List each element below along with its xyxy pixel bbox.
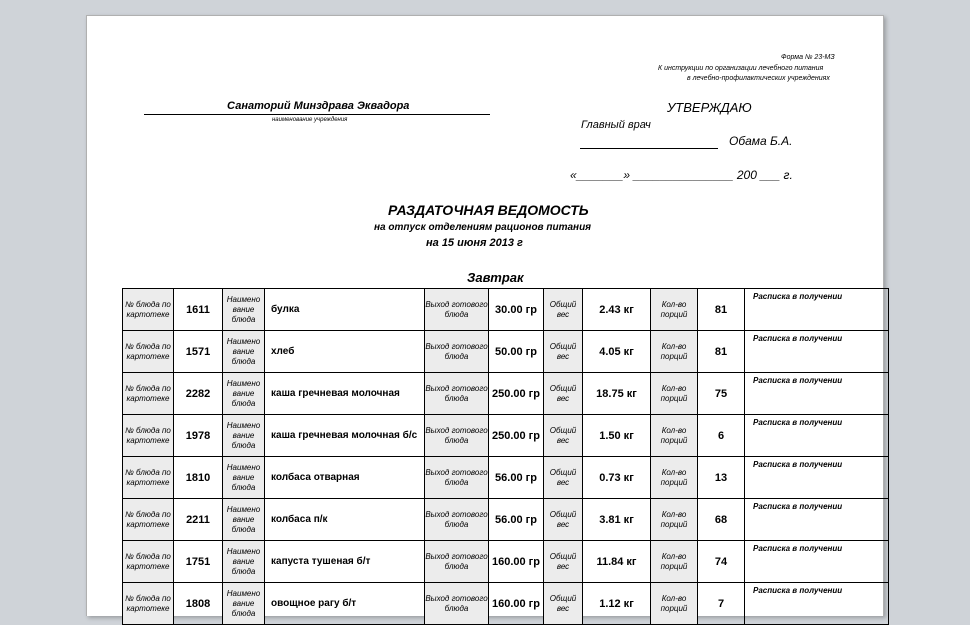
card-label-cell: № блюда по картотеке xyxy=(123,373,174,415)
signature-cell: Расписка в получении xyxy=(745,583,889,625)
yield-value-cell: 250.00 гр xyxy=(489,373,544,415)
signature-cell: Расписка в получении xyxy=(745,457,889,499)
dish-name-cell: булка xyxy=(265,289,425,331)
yield-label-cell: Выход готового блюда xyxy=(425,499,489,541)
table-row xyxy=(123,289,889,331)
table-row xyxy=(123,499,889,541)
qty-label-cell: Кол-во порций xyxy=(651,289,698,331)
approve-title: УТВЕРЖДАЮ xyxy=(667,100,752,115)
card-label-cell: № блюда по картотеке xyxy=(123,499,174,541)
weight-label-cell: Общий вес xyxy=(544,331,583,373)
name-label-cell: Наимено вание блюда xyxy=(223,331,265,373)
qty-value-cell: 13 xyxy=(698,457,745,499)
institution-caption: наименование учреждения xyxy=(272,117,348,123)
form-number: Форма № 23-МЗ xyxy=(781,54,835,61)
weight-value-cell: 18.75 кг xyxy=(583,373,651,415)
card-number-cell: 1808 xyxy=(174,583,223,625)
qty-label-cell: Кол-во порций xyxy=(651,499,698,541)
weight-value-cell: 1.50 кг xyxy=(583,415,651,457)
document-subtitle: на отпуск отделениям рационов питания xyxy=(374,222,592,233)
dish-name-cell: капуста тушеная б/т xyxy=(265,541,425,583)
qty-label-cell: Кол-во порций xyxy=(651,583,698,625)
qty-label-cell: Кол-во порций xyxy=(651,415,698,457)
yield-label-cell: Выход готового блюда xyxy=(425,457,489,499)
qty-value-cell: 74 xyxy=(698,541,745,583)
weight-value-cell: 1.12 кг xyxy=(583,583,651,625)
name-label-cell: Наимено вание блюда xyxy=(223,415,265,457)
dish-name-cell: каша гречневая молочная xyxy=(265,373,425,415)
card-label-cell: № блюда по картотеке xyxy=(123,457,174,499)
weight-value-cell: 4.05 кг xyxy=(583,331,651,373)
document-page xyxy=(86,15,884,616)
table-row xyxy=(123,331,889,373)
signature-cell: Расписка в получении xyxy=(745,331,889,373)
approve-position: Главный врач xyxy=(581,119,651,131)
card-label-cell: № блюда по картотеке xyxy=(123,415,174,457)
name-label-cell: Наимено вание блюда xyxy=(223,583,265,625)
yield-value-cell: 30.00 гр xyxy=(489,289,544,331)
qty-label-cell: Кол-во порций xyxy=(651,541,698,583)
institution-name: Санаторий Минздрава Эквадора xyxy=(227,100,410,112)
approve-signature-line xyxy=(580,148,718,149)
approve-date-line: «_______» _______________ 200 ___ г. xyxy=(570,168,793,182)
qty-label-cell: Кол-во порций xyxy=(651,457,698,499)
weight-label-cell: Общий вес xyxy=(544,583,583,625)
yield-label-cell: Выход готового блюда xyxy=(425,289,489,331)
yield-value-cell: 160.00 гр xyxy=(489,583,544,625)
distribution-table xyxy=(122,288,889,625)
weight-value-cell: 3.81 кг xyxy=(583,499,651,541)
card-label-cell: № блюда по картотеке xyxy=(123,541,174,583)
name-label-cell: Наимено вание блюда xyxy=(223,373,265,415)
signature-cell: Расписка в получении xyxy=(745,373,889,415)
yield-label-cell: Выход готового блюда xyxy=(425,331,489,373)
dish-name-cell: овощное рагу б/т xyxy=(265,583,425,625)
card-number-cell: 2211 xyxy=(174,499,223,541)
institution-underline xyxy=(144,114,490,115)
weight-value-cell: 2.43 кг xyxy=(583,289,651,331)
name-label-cell: Наимено вание блюда xyxy=(223,541,265,583)
card-number-cell: 1571 xyxy=(174,331,223,373)
dish-name-cell: хлеб xyxy=(265,331,425,373)
dish-name-cell: каша гречневая молочная б/с xyxy=(265,415,425,457)
signature-cell: Расписка в получении xyxy=(745,289,889,331)
form-instruction-line-2: в лечебно-профилактических учреждениях xyxy=(687,75,830,82)
dish-name-cell: колбаса отварная xyxy=(265,457,425,499)
weight-label-cell: Общий вес xyxy=(544,457,583,499)
qty-value-cell: 7 xyxy=(698,583,745,625)
weight-label-cell: Общий вес xyxy=(544,415,583,457)
card-label-cell: № блюда по картотеке xyxy=(123,331,174,373)
weight-value-cell: 11.84 кг xyxy=(583,541,651,583)
card-number-cell: 1978 xyxy=(174,415,223,457)
signature-cell: Расписка в получении xyxy=(745,499,889,541)
yield-value-cell: 160.00 гр xyxy=(489,541,544,583)
yield-label-cell: Выход готового блюда xyxy=(425,415,489,457)
table-row xyxy=(123,583,889,625)
form-instruction-line-1: К инструкции по организации лечебного питания xyxy=(658,65,824,72)
card-label-cell: № блюда по картотеке xyxy=(123,289,174,331)
table-row xyxy=(123,373,889,415)
card-number-cell: 1810 xyxy=(174,457,223,499)
table-row xyxy=(123,457,889,499)
yield-label-cell: Выход готового блюда xyxy=(425,583,489,625)
weight-label-cell: Общий вес xyxy=(544,289,583,331)
weight-value-cell: 0.73 кг xyxy=(583,457,651,499)
table-row xyxy=(123,541,889,583)
yield-value-cell: 56.00 гр xyxy=(489,499,544,541)
qty-value-cell: 75 xyxy=(698,373,745,415)
yield-value-cell: 56.00 гр xyxy=(489,457,544,499)
qty-value-cell: 6 xyxy=(698,415,745,457)
signature-cell: Расписка в получении xyxy=(745,541,889,583)
yield-value-cell: 50.00 гр xyxy=(489,331,544,373)
weight-label-cell: Общий вес xyxy=(544,373,583,415)
card-number-cell: 1611 xyxy=(174,289,223,331)
card-number-cell: 1751 xyxy=(174,541,223,583)
yield-value-cell: 250.00 гр xyxy=(489,415,544,457)
table-row xyxy=(123,415,889,457)
yield-label-cell: Выход готового блюда xyxy=(425,541,489,583)
card-label-cell: № блюда по картотеке xyxy=(123,583,174,625)
qty-value-cell: 68 xyxy=(698,499,745,541)
meal-heading: Завтрак xyxy=(467,270,524,285)
signature-cell: Расписка в получении xyxy=(745,415,889,457)
yield-label-cell: Выход готового блюда xyxy=(425,373,489,415)
document-title: РАЗДАТОЧНАЯ ВЕДОМОСТЬ xyxy=(388,202,589,218)
qty-value-cell: 81 xyxy=(698,289,745,331)
approve-signatory: Обама Б.А. xyxy=(729,134,793,148)
name-label-cell: Наимено вание блюда xyxy=(223,457,265,499)
qty-label-cell: Кол-во порций xyxy=(651,373,698,415)
qty-label-cell: Кол-во порций xyxy=(651,331,698,373)
document-date: на 15 июня 2013 г xyxy=(426,237,523,249)
dish-name-cell: колбаса п/к xyxy=(265,499,425,541)
name-label-cell: Наимено вание блюда xyxy=(223,289,265,331)
card-number-cell: 2282 xyxy=(174,373,223,415)
weight-label-cell: Общий вес xyxy=(544,499,583,541)
weight-label-cell: Общий вес xyxy=(544,541,583,583)
qty-value-cell: 81 xyxy=(698,331,745,373)
name-label-cell: Наимено вание блюда xyxy=(223,499,265,541)
